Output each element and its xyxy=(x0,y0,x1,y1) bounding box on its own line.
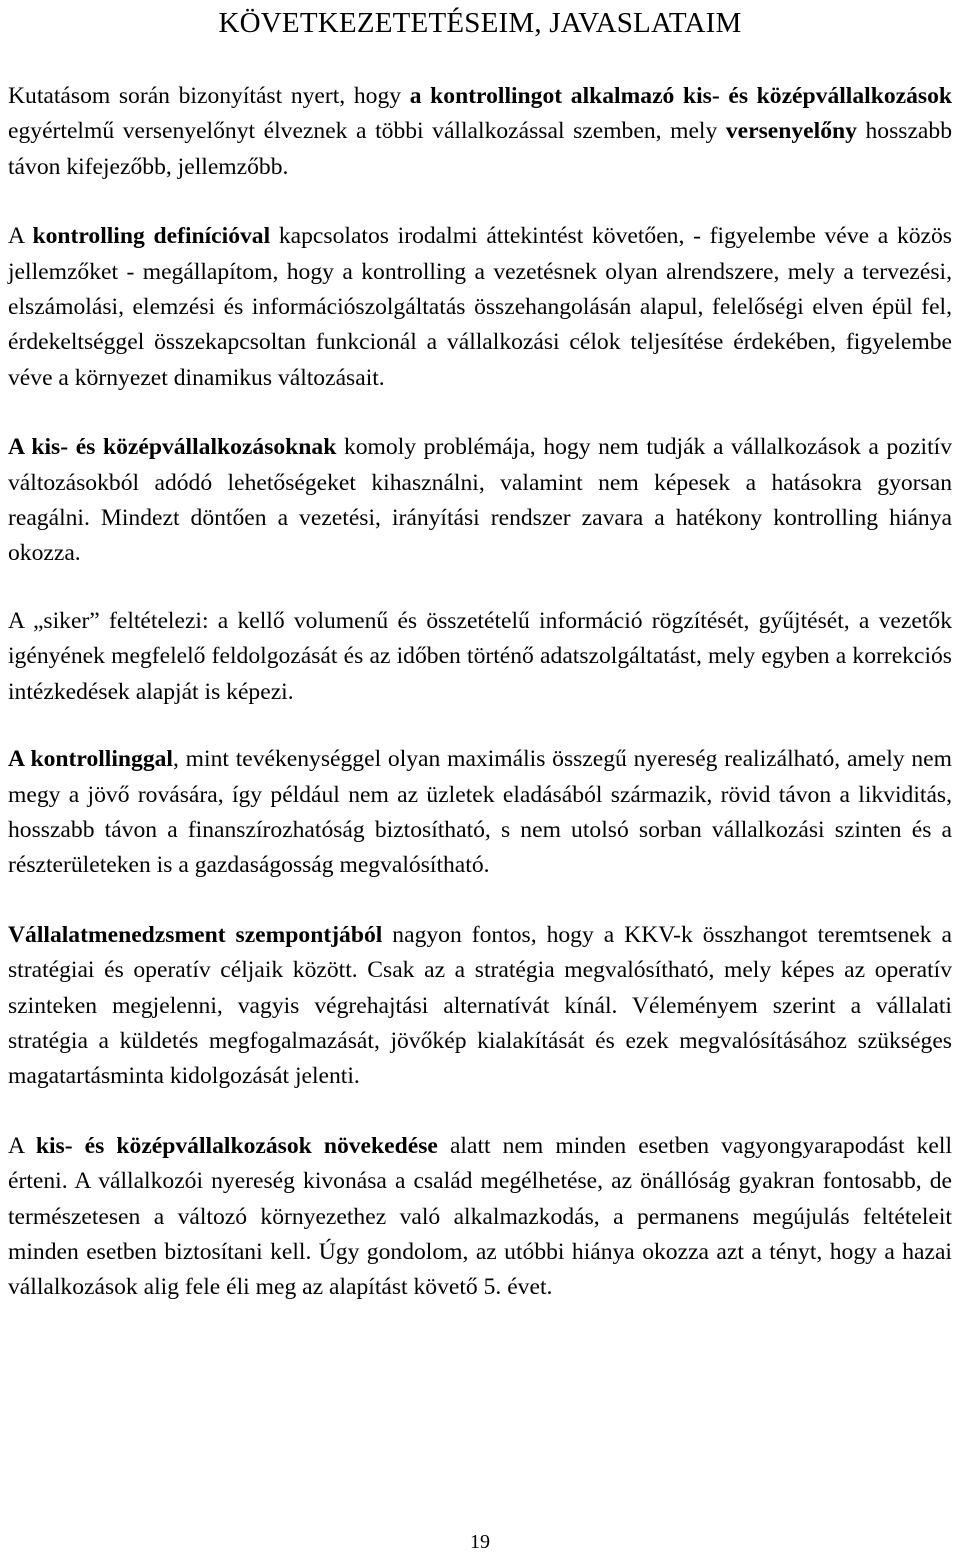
paragraph-2 xyxy=(8,219,952,396)
document-page xyxy=(8,0,952,1306)
paragraph-6 xyxy=(8,918,952,1095)
text-segment: Kutatásom során bizonyítást nyert, hogy xyxy=(8,83,410,109)
text-segment: komoly problémája, hogy nem tudják a vállalkozások a pozitív változásokból adódó lehetőségeket kihasználni, valamint nem képesek a hatásokra gyorsan reagálni. Mindezt döntően a vezetési, irányítási rendszer zavara a hatékony kontrolling hiánya okozza. xyxy=(8,434,953,567)
page-number: 19 xyxy=(470,1531,490,1553)
bold-text-segment: kis- és középvállalkozások növekedése xyxy=(35,1132,438,1159)
text-segment: hosszabb távon kifejezőbb, jellemzőbb. xyxy=(8,118,952,180)
text-segment: nagyon fontos, hogy a KKV-k összhangot teremtsenek a stratégiai és operatív céljaik között. Csak az a stratégia megvalósítható, mely képes az operatív szinteken megjelenni, vagyis végrehajtási alternatívát kínál. Véleményem szerint a vállalati stratégia a küldetés megfogalmazását, jövőkép kialakítását és ezek megvalósításához szükséges magatartásminta kidolgozását jelenti. xyxy=(8,921,952,1090)
bold-text-segment: a kontrollingot alkalmazó kis- és középvállalkozások xyxy=(409,83,952,109)
bold-text-segment: A kis- és középvállalkozásoknak xyxy=(8,434,337,461)
bold-text-segment: A kontrollinggal xyxy=(8,746,173,773)
text-segment: kapcsolatos irodalmi áttekintést követően, - figyelembe véve a közös jellemzőket - megállapítom, hogy a kontrolling a vezetésnek olyan alrendszere, mely a tervezési, elszámolási, elemzési és információszolgáltatás összehangolásán alapul, felelőségi elven épül fel, érdekeltséggel összekapcsoltan funkcionál a vállalkozási célok teljesítése érdekében, figyelembe véve a környezet dinamikus változásait. xyxy=(8,223,952,391)
text-segment: A xyxy=(8,223,33,250)
text-segment: A xyxy=(8,1132,36,1159)
page-title: KÖVETKEZETETÉSEIM, JAVASLATAIM xyxy=(218,7,742,39)
text-segment: , mint tevékenységgel olyan maximális összegű nyereség realizálható, amely nem megy a jövő rovására, így például nem az üzletek eladásából származik, rövid távon a likviditás, hosszabb távon a finanszírozhatóság biztosítható, s nem utolsó sorban vállalkozási szinten és a részterületeken is a gazdaságosság megvalósítható. xyxy=(8,746,952,879)
paragraph-7 xyxy=(8,1129,952,1306)
bold-text-segment: kontrolling definícióval xyxy=(32,223,271,250)
paragraph-4 xyxy=(8,604,952,710)
text-segment: alatt nem minden esetben vagyongyarapodást kell érteni. A vállalkozói nyereség kivonása a család megélhetése, az önállóság gyakran fontosabb, de természetesen a változó környezethez való alkalmazkodás, a permanens megújulás feltételeit minden esetben biztosítani kell. Úgy gondolom, az utóbbi hiánya okozza azt a tényt, hogy a hazai vállalkozások alig fele éli meg az alapítást követő 5. évet. xyxy=(8,1132,953,1301)
bold-text-segment: Vállalatmenedzsment szempontjából xyxy=(8,921,383,948)
paragraph-1 xyxy=(8,79,952,185)
text-segment: egyértelmű versenyelőnyt élveznek a többi vállalkozással szemben, mely xyxy=(8,118,726,145)
text-segment: A „siker” feltételezi: a kellő volumenű és összetételű információ rögzítését, gyűjtését, a vezetők igényének megfelelő feldolgozását és az időben történő adatszolgáltatást, mely egyben a korrekciós intézkedések alapját is képezi. xyxy=(8,607,952,705)
paragraph-5 xyxy=(8,742,952,884)
bold-text-segment: versenyelőny xyxy=(725,118,857,145)
paragraph-3 xyxy=(8,430,952,572)
